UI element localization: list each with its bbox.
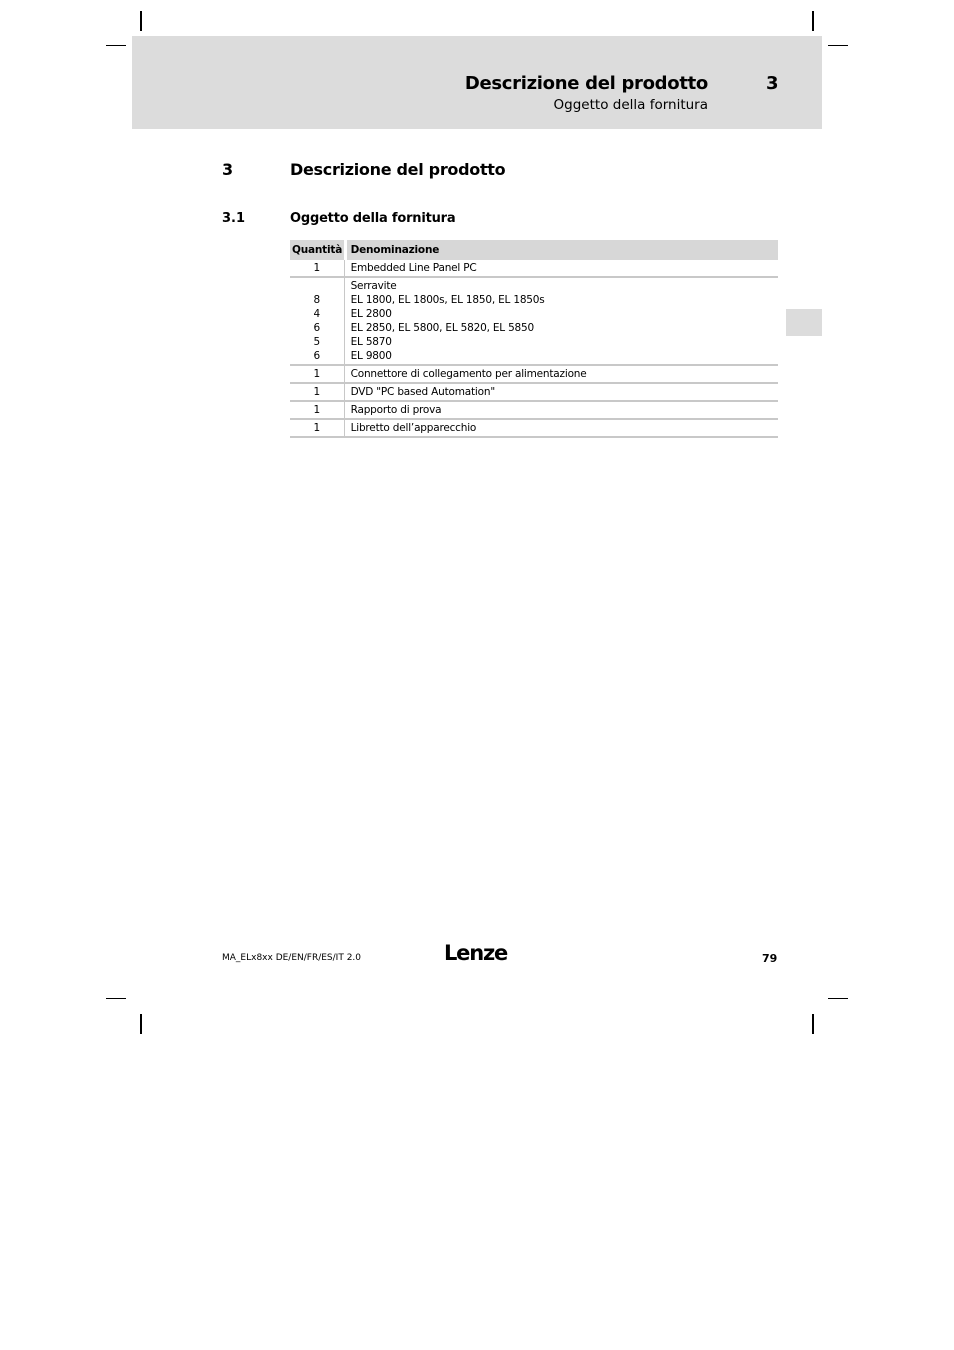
delivery-table — [290, 240, 778, 438]
crop-mark — [828, 45, 848, 46]
section-title: Descrizione del prodotto — [290, 160, 506, 179]
quantity-value — [294, 279, 340, 293]
crop-mark — [140, 1014, 142, 1034]
table-header-row — [290, 240, 778, 260]
designation-text: DVD "PC based Automation" — [350, 386, 495, 398]
quantity-value: 4 — [313, 308, 321, 320]
section-number: 3 — [222, 160, 234, 179]
subsection-number: 3.1 — [222, 211, 246, 226]
quantity-value: 1 — [313, 262, 321, 274]
lenze-logo: Lenze — [444, 941, 508, 965]
designation-cell — [347, 365, 778, 383]
designation-text: EL 9800 — [350, 350, 392, 362]
crop-mark — [106, 998, 126, 999]
header-title: Descrizione del prodotto — [464, 73, 708, 94]
designation-cell — [347, 260, 778, 277]
header-chapter-number: 3 — [766, 73, 779, 94]
quantity-value: 1 — [313, 422, 321, 434]
table-row — [290, 365, 778, 383]
designation-text: Serravite — [350, 280, 397, 292]
crop-mark — [106, 45, 126, 46]
table-row — [290, 277, 778, 365]
table-row — [290, 383, 778, 401]
designation-text: Connettore di collegamento per alimentazione — [350, 368, 587, 380]
designation-text: EL 2800 — [350, 308, 392, 320]
quantity-value: 6 — [313, 350, 321, 362]
quantity-cell — [290, 383, 344, 401]
footer-doc-id: MA_ELx8xx DE/EN/FR/ES/IT 2.0 — [222, 953, 362, 963]
designation-text: EL 2850, EL 5800, EL 5820, EL 5850 — [350, 322, 534, 334]
designation-cell — [347, 401, 778, 419]
crop-mark — [812, 1014, 814, 1034]
table-row — [290, 401, 778, 419]
table-row — [290, 260, 778, 277]
designation-text: Rapporto di prova — [350, 404, 442, 416]
header-subtitle: Oggetto della fornitura — [553, 97, 708, 113]
quantity-value: 6 — [313, 322, 321, 334]
table-body — [290, 260, 778, 437]
column-header-designation: Denominazione — [347, 240, 778, 260]
column-header-quantity: Quantità — [290, 240, 344, 260]
crop-mark — [828, 998, 848, 999]
quantity-value: 8 — [313, 294, 321, 306]
quantity-value: 1 — [313, 404, 321, 416]
designation-text: Libretto dell’apparecchio — [350, 422, 477, 434]
chapter-side-tab — [786, 309, 822, 336]
quantity-value: 5 — [313, 336, 321, 348]
quantity-value: 1 — [313, 386, 321, 398]
designation-cell — [347, 419, 778, 437]
crop-mark — [140, 11, 142, 31]
designation-cell — [347, 277, 778, 365]
quantity-cell — [290, 277, 344, 365]
quantity-cell — [290, 419, 344, 437]
quantity-cell — [290, 260, 344, 277]
table-row — [290, 419, 778, 437]
quantity-cell — [290, 365, 344, 383]
quantity-cell — [290, 401, 344, 419]
designation-text: Embedded Line Panel PC — [350, 262, 477, 274]
page-number: 79 — [762, 952, 778, 965]
crop-mark — [812, 11, 814, 31]
designation-cell — [347, 383, 778, 401]
quantity-value: 1 — [313, 368, 321, 380]
designation-text: EL 1800, EL 1800s, EL 1850, EL 1850s — [350, 294, 545, 306]
subsection-title: Oggetto della fornitura — [290, 211, 456, 226]
designation-text: EL 5870 — [350, 336, 392, 348]
